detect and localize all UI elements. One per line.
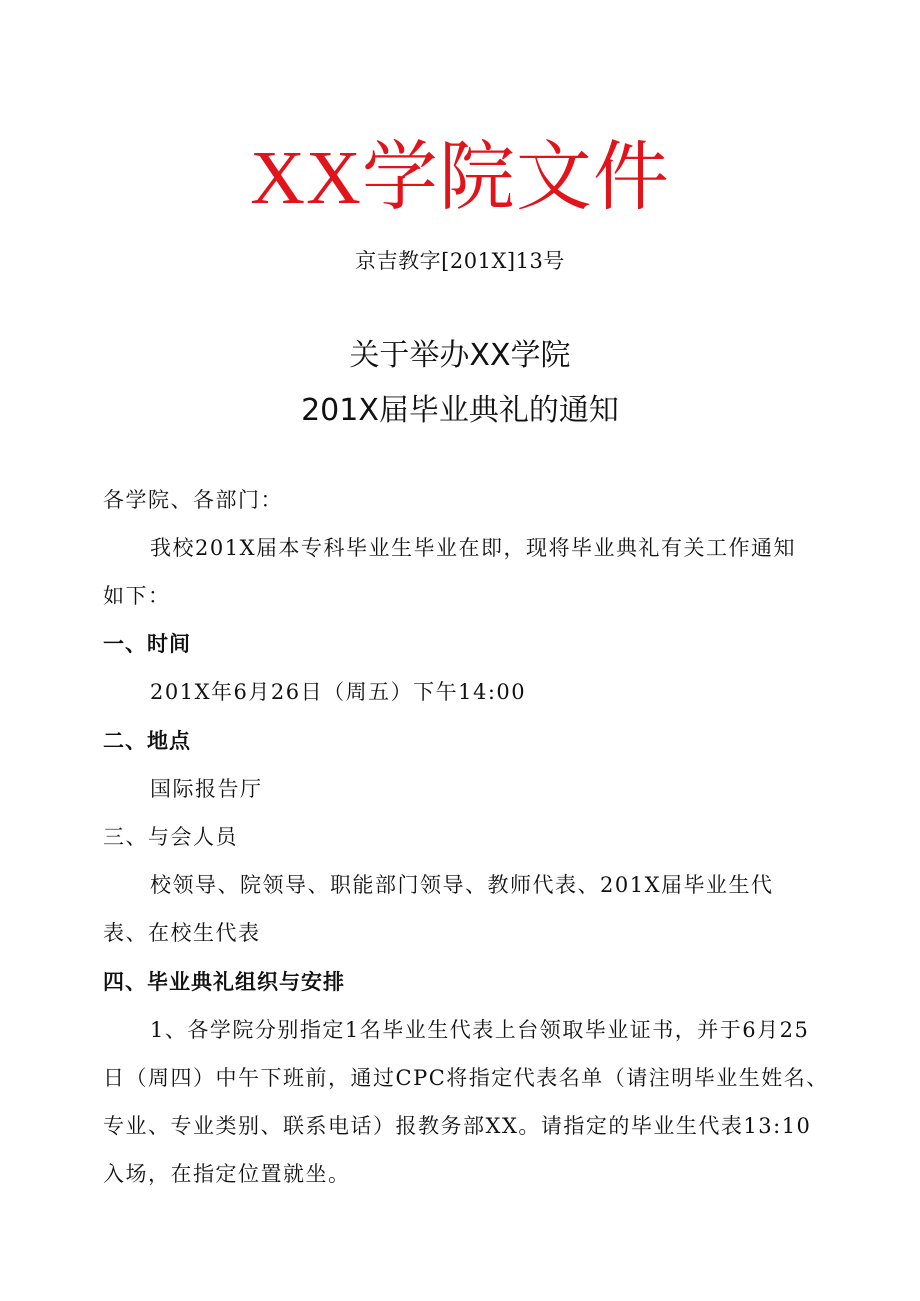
section-heading-location: 二、地点 [103, 729, 191, 753]
section-content-location: 国际报告厅 [150, 777, 263, 801]
document-number: 京吉教字[201X]13号 [355, 249, 565, 273]
section-para-line-4: 入场，在指定位置就坐。 [103, 1162, 351, 1186]
section-heading-time: 一、时间 [103, 632, 191, 656]
document-title-line-2: 201X届毕业典礼的通知 [301, 393, 619, 428]
section-content-attendees-line-2: 表、在校生代表 [103, 921, 261, 945]
section-para-line-2: 日（周四）中午下班前，通过CPC将指定代表名单（请注明毕业生姓名、 [103, 1066, 829, 1090]
document-masthead: XX学院文件 [250, 136, 670, 220]
section-content-attendees-line-1: 校领导、院领导、职能部门领导、教师代表、201X届毕业生代 [150, 873, 774, 897]
section-heading-organization: 四、毕业典礼组织与安排 [103, 970, 345, 994]
section-para-line-3: 专业、专业类别、联系电话）报教务部XX。请指定的毕业生代表13:10 [103, 1114, 812, 1138]
section-para-line-1: 1、各学院分别指定1名毕业生代表上台领取毕业证书，并于6月25 [150, 1018, 810, 1042]
intro-line-2: 如下： [103, 584, 171, 608]
intro-line-1: 我校201X届本专科毕业生毕业在即，现将毕业典礼有关工作通知 [150, 536, 797, 560]
section-heading-attendees: 三、与会人员 [103, 825, 238, 849]
salutation: 各学院、各部门： [103, 488, 283, 512]
section-content-time: 201X年6月26日（周五）下午14:00 [150, 680, 527, 704]
document-title-line-1: 关于举办XX学院 [349, 338, 571, 373]
